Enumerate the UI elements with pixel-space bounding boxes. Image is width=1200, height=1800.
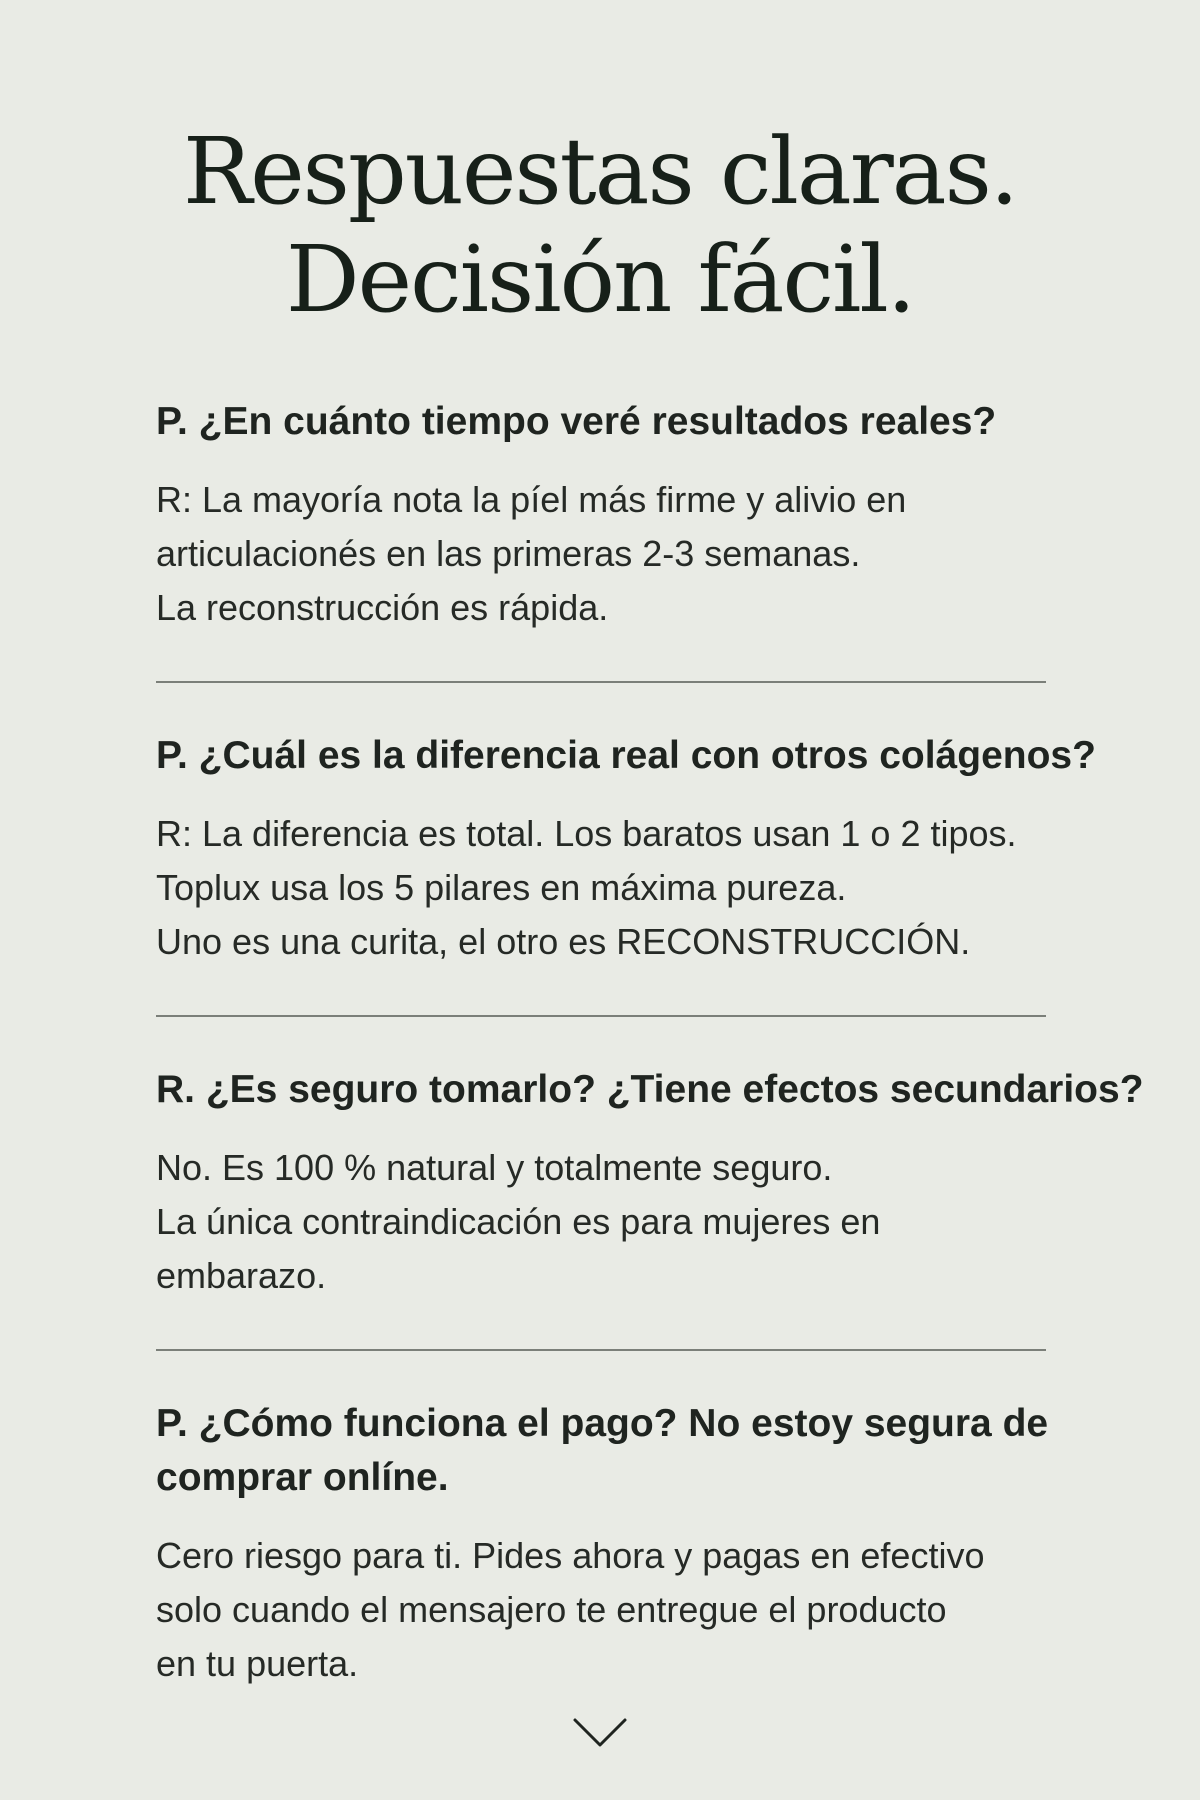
faq-item bbox=[156, 1063, 1144, 1303]
faq-item bbox=[156, 729, 1116, 969]
chevron-down-icon[interactable] bbox=[572, 1716, 628, 1750]
faq-item bbox=[156, 395, 1116, 635]
chevron-down-icon-svg bbox=[572, 1716, 628, 1750]
faq-question: P. ¿Cómo funciona el pago? No estoy segura de comprar onlíne. bbox=[156, 1402, 1049, 1499]
page-title bbox=[0, 118, 1200, 334]
faq-item bbox=[156, 1397, 1116, 1691]
faq-answer: R: La mayoría nota la píel más firme y alivio en articulacionés en las primeras 2-3 semanas. La reconstrucción es rápida. bbox=[156, 479, 907, 628]
faq-answer: R: La diferencia es total. Los baratos usan 1 o 2 tipos. Toplux usa los 5 pilares en máxima pureza. Uno es una curita, el otro es RECONSTRUCCIÓN. bbox=[156, 813, 1017, 962]
faq-divider bbox=[156, 1015, 1046, 1017]
faq-answer: No. Es 100 % natural y totalmente seguro. La única contraindicación es para mujeres en embarazo. bbox=[156, 1147, 881, 1296]
faq-list bbox=[156, 395, 1144, 1691]
faq-answer: Cero riesgo para ti. Pides ahora y pagas en efectivo solo cuando el mensajero te entregue el producto en tu puerta. bbox=[156, 1535, 985, 1684]
faq-divider bbox=[156, 681, 1046, 683]
faq-question: P. ¿Cuál es la diferencia real con otros colágenos? bbox=[156, 734, 1096, 777]
page-title-line-1: Respuestas claras. bbox=[182, 118, 1018, 225]
faq-question: P. ¿En cuánto tiempo veré resultados reales? bbox=[156, 400, 997, 443]
faq-question: R. ¿Es seguro tomarlo? ¿Tiene efectos secundarios? bbox=[156, 1068, 1144, 1111]
faq-divider bbox=[156, 1349, 1046, 1351]
page-title-line-2: Decisión fácil. bbox=[285, 226, 915, 333]
